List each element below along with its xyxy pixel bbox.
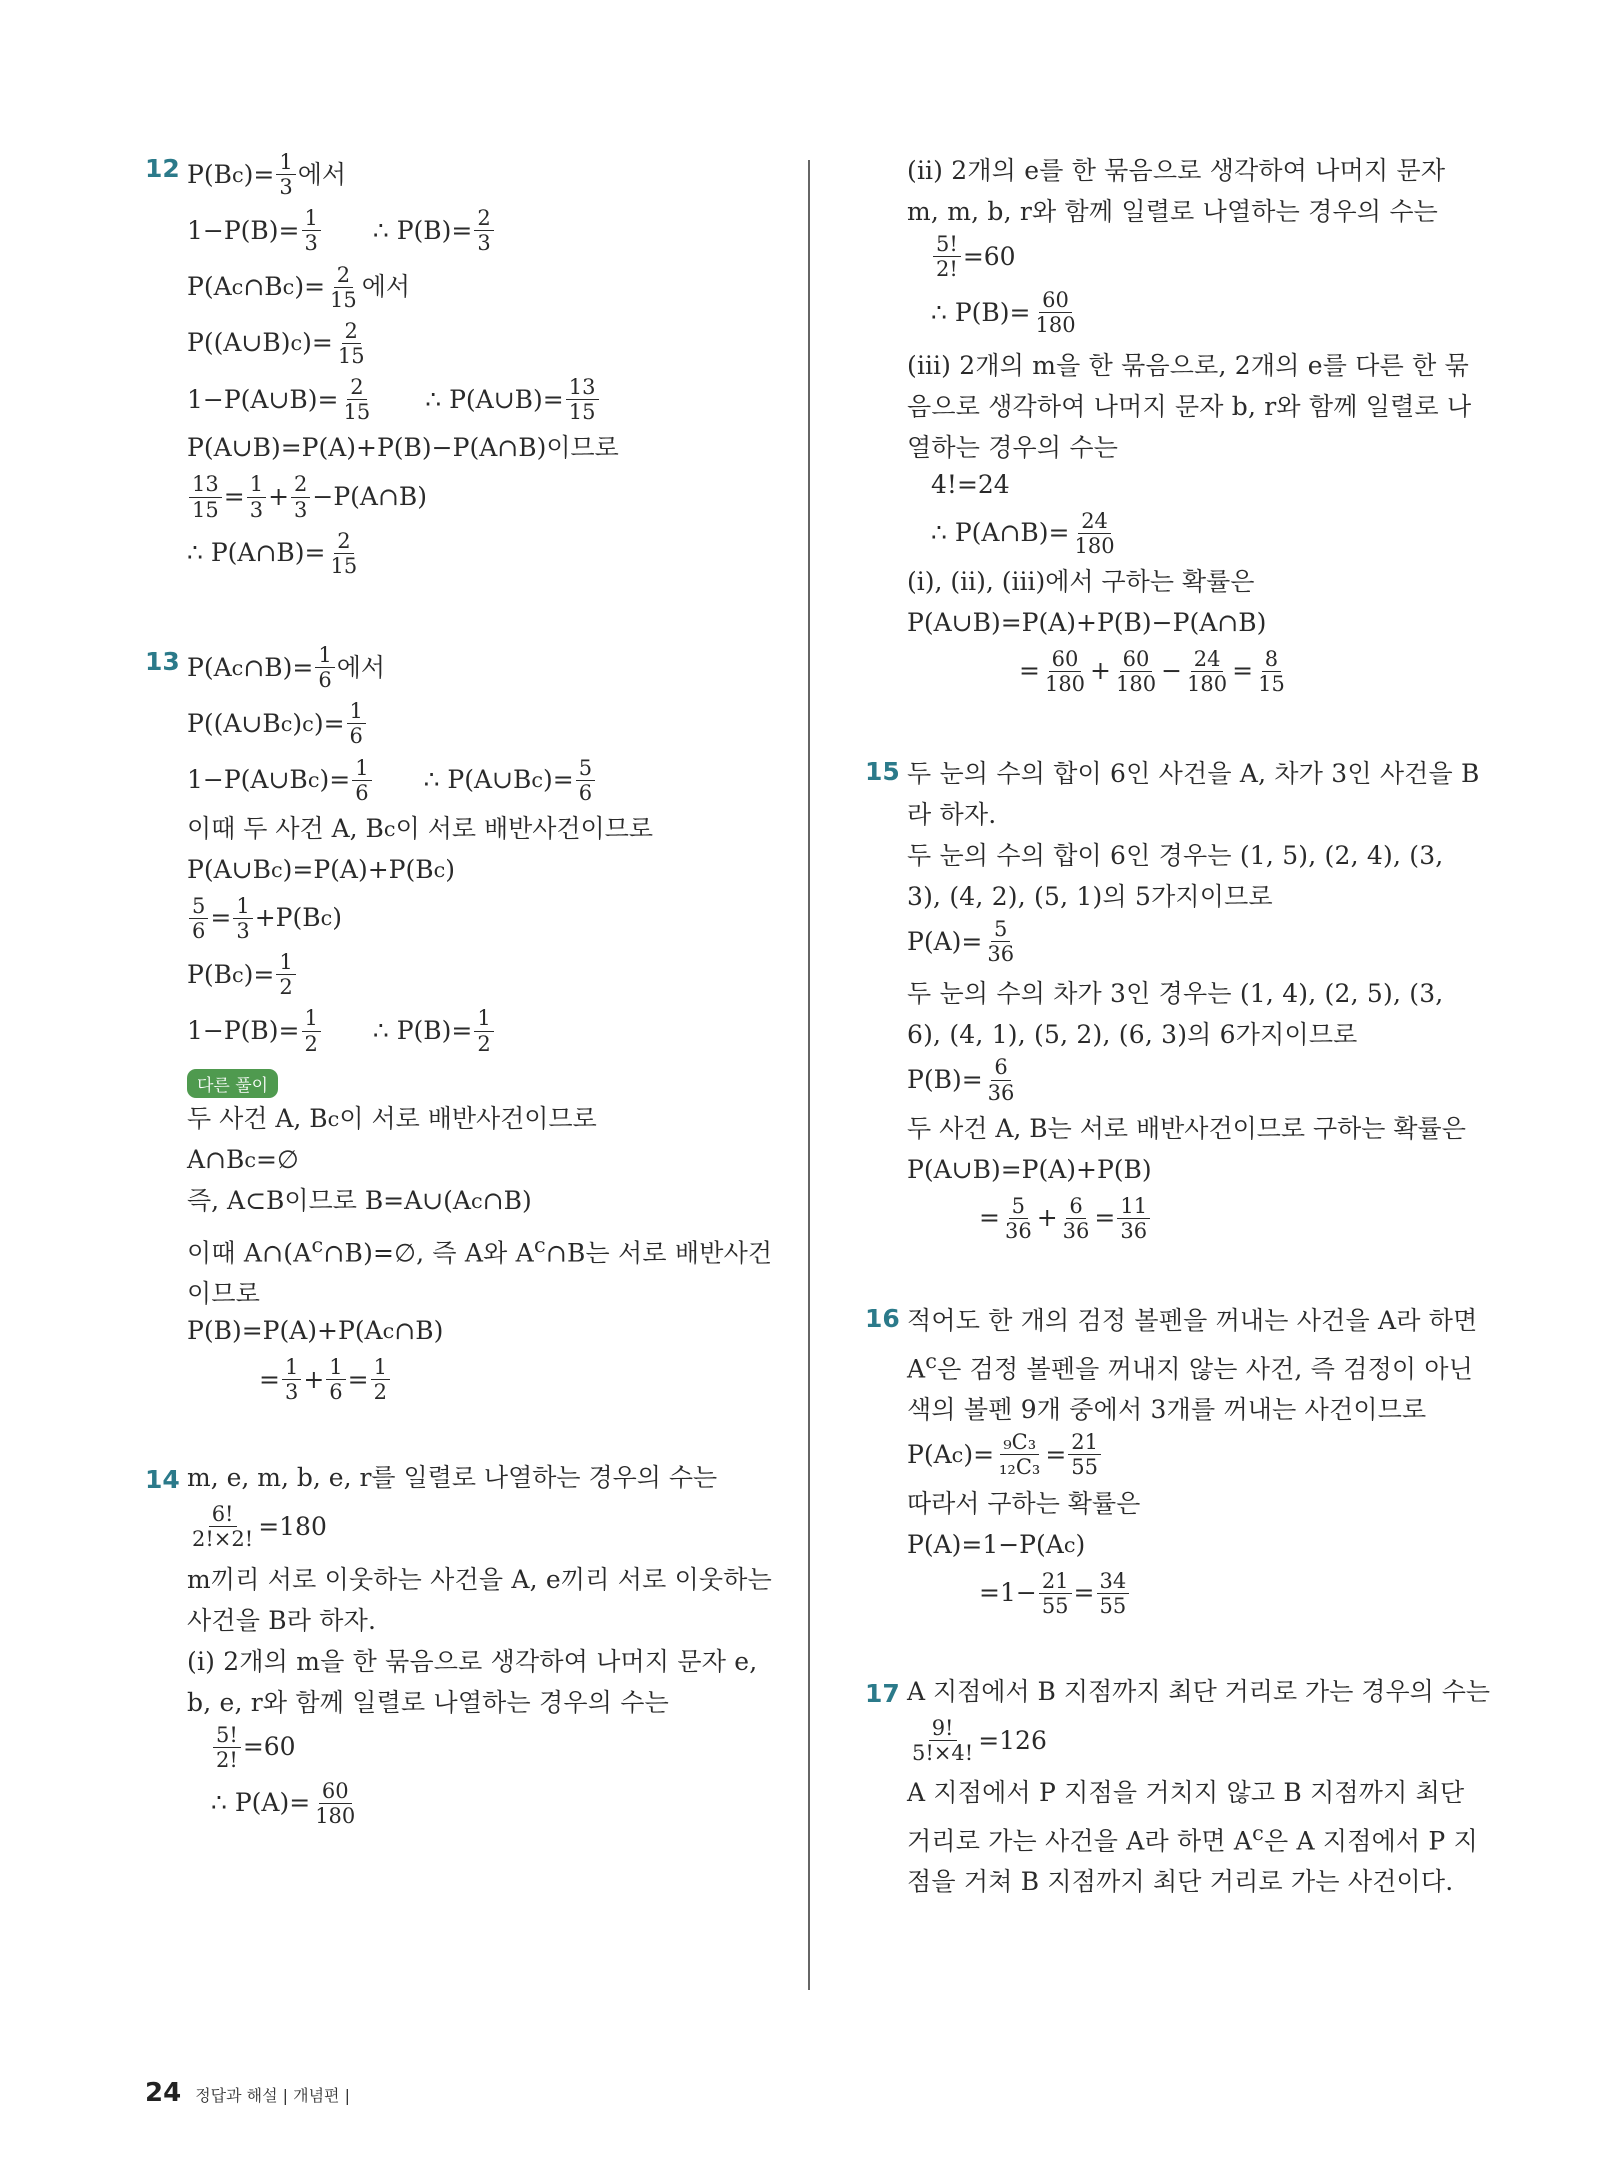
fraction: $\frac{1}{3}$ [233,894,252,943]
fraction: $\frac{2}{3}$ [474,206,493,255]
math-line: $\frac{6!}{2!\times 2!}$ =180 [187,1502,775,1551]
text-paragraph: A 지점에서 P 지점을 거치지 않고 B 지점까지 최단 거리로 가는 사건을 A라 하면 $A^c$은 A 지점에서 P 지점을 거쳐 B 지점까지 최단 거리로 가는 사건이다. [907,1778,1478,1897]
fraction: $\frac{1}{6}$ [352,756,371,805]
text-paragraph: 이때 $A\cap(A^c\cap B)=\emptyset$, 즉 A와 $A^c\cap B$는 서로 배반사건이므로 [187,1232,773,1308]
column-divider [808,160,810,1990]
math-line: P(A∪B)=P(A)+P(B) [907,1154,1152,1184]
math-line: 1−P(B)= $\frac{1}{2}$ ∴ P(B)= $\frac{1}{2}$ [187,1006,775,1055]
right-column [865,150,1491,1902]
fraction: $\frac{1}{6}$ [315,643,334,692]
math-line: $\frac{5!}{2!}$ =60 [907,232,1485,281]
math-line: $\frac{9!}{5!\times 4!}$ =126 [907,1716,1485,1765]
fraction: $\frac{21}{55}$ [1039,1569,1072,1618]
math-line: P(A∪B)=P(A)+P(B)−P(A∩B)이므로 [187,433,619,463]
math-line: P((A∪B) c )= $\frac{2}{15}$ [187,319,775,368]
page-footer [145,2078,350,2108]
case-2-text: (ⅱ) 2개의 e를 한 묶음으로 생각하여 나머지 문자 m, m, b, r와 함께 일렬로 나열하는 경우의 수는 [907,156,1446,226]
problem-number: 13 [145,646,180,676]
math-line: 두 사건 A, B는 서로 배반사건이므로 구하는 확률은 [907,1113,1466,1143]
math-line: 두 사건 A, B c 이 서로 배반사건이므로 [187,1103,597,1133]
fraction: $\frac{9!}{5!\times 4!}$ [912,1715,974,1765]
fraction: $\frac{24}{180}$ [1187,646,1228,696]
fraction: $\frac{60}{180}$ [1035,288,1076,338]
fraction: $\frac{\text{₉C₃}}{\text{₁₂C₃}}$ [999,1430,1041,1480]
problem-14 [145,1461,775,1828]
fraction: $\frac{5!}{2!}$ [933,232,961,281]
fraction: $\frac{21}{55}$ [1068,1430,1101,1479]
alt-solution-badge-row [187,1063,775,1102]
text-paragraph: 적어도 한 개의 검정 볼펜을 꺼내는 사건을 A라 하면 $A^c$은 검정 볼펜을 꺼내지 않는 사건, 즉 검정이 아닌 색의 볼펜 9개 중에서 3개를 꺼내는 사건이므로 [907,1305,1478,1425]
math-line: P(A c ∩B)= $\frac{1}{6}$ 에서 [187,642,386,693]
math-line: P((A∪B c ) c )= $\frac{1}{6}$ [187,699,775,748]
math-line: 즉, A⊂B이므로 B=A∪(A c ∩B) [187,1185,532,1215]
math-line: ∴ P(B)= $\frac{60}{180}$ [907,288,1485,337]
problem-number: 17 [865,1678,900,1708]
fraction: $\frac{2}{15}$ [343,375,371,425]
math-line: ∴ P(A∩B)= $\frac{24}{180}$ [907,509,1485,558]
fraction: $\frac{5!}{2!}$ [213,1723,241,1772]
problem-number: 16 [865,1303,900,1333]
case-1-text: (ⅰ) 2개의 m을 한 묶음으로 생각하여 나머지 문자 e, b, e, r와 함께 일렬로 나열하는 경우의 수는 [187,1646,758,1717]
fraction: $\frac{60}{180}$ [1116,646,1157,696]
footer-label: 정답과 해설 | 개념편 | [195,2086,350,2105]
math-line: = $\frac{1}{3}$ + $\frac{1}{6}$ = $\frac{1}{2}$ [187,1355,775,1404]
fraction: $\frac{1}{6}$ [326,1355,345,1404]
math-line: 1−P(A∪B)= $\frac{2}{15}$ ∴ P(A∪B)= $\frac{13}{15}$ [187,375,775,424]
text-paragraph: 두 눈의 수의 차가 3인 경우는 (1, 4), (2, 5), (3, 6), (4, 1), (5, 2), (6, 3)의 6가지이므로 [907,979,1444,1050]
math-line: P(B)= $\frac{6}{36}$ [907,1055,1485,1104]
fraction: $\frac{1}{3}$ [302,206,321,255]
page-number: 24 [145,2078,182,2108]
math-line: P(B)=P(A)+P(A c ∩B) [187,1315,444,1345]
math-line: ∴ P(A)= $\frac{60}{180}$ [187,1779,775,1828]
math-line: = $\frac{60}{180}$ + $\frac{60}{180}$ − $\frac{24}{180}$ = $\frac{8}{15}$ [907,647,1485,696]
text-paragraph: m끼리 서로 이웃하는 사건을 A, e끼리 서로 이웃하는 사건을 B라 하자. [187,1564,772,1635]
text-paragraph: 두 눈의 수의 합이 6인 사건을 A, 차가 3인 사건을 B라 하자. [907,759,1480,830]
fraction: $\frac{34}{55}$ [1097,1569,1130,1618]
problem-17 [865,1675,1491,1903]
math-line: $\frac{13}{15}$ = $\frac{1}{3}$ + $\frac{2}{3}$ −P(A∩B) [187,472,775,521]
math-line: =1− $\frac{21}{55}$ = $\frac{34}{55}$ [907,1569,1485,1618]
fraction: $\frac{5}{36}$ [1004,1193,1032,1243]
problem-12 [145,150,775,578]
math-line: 이때 두 사건 A, B c 이 서로 배반사건이므로 [187,813,653,843]
fraction: $\frac{6}{36}$ [987,1055,1015,1105]
fraction: $\frac{1}{2}$ [276,950,295,999]
math-line: $\frac{5!}{2!}$ =60 [187,1723,775,1772]
fraction: $\frac{5}{6}$ [189,894,208,943]
problem-14-continued [865,150,1485,696]
math-line: ∴ P(A∩B)= $\frac{2}{15}$ [187,529,775,578]
math-line: 4!=24 [931,469,1010,499]
fraction: $\frac{1}{3}$ [247,472,266,521]
math-line: (ⅰ), (ⅱ), (ⅲ)에서 구하는 확률은 [907,566,1255,596]
fraction: $\frac{2}{15}$ [330,262,357,312]
fraction: $\frac{1}{3}$ [282,1355,301,1404]
fraction: $\frac{6}{36}$ [1062,1193,1090,1243]
fraction: $\frac{2}{15}$ [330,528,358,578]
fraction: $\frac{5}{36}$ [987,917,1015,967]
text-paragraph: 두 눈의 수의 합이 6인 경우는 (1, 5), (2, 4), (3, 3), (4, 2), (5, 1)의 5가지이므로 [907,841,1444,912]
math-line: m, e, m, b, e, r를 일렬로 나열하는 경우의 수는 [187,1463,718,1493]
fraction: $\frac{1}{2}$ [302,1006,321,1055]
math-line: A 지점에서 B 지점까지 최단 거리로 가는 경우의 수는 [907,1676,1491,1706]
math-line: A∩B c =∅ [187,1144,299,1174]
fraction: $\frac{8}{15}$ [1258,646,1285,696]
fraction: $\frac{1}{2}$ [371,1355,390,1404]
fraction: $\frac{5}{6}$ [576,756,595,805]
math-line: P(B c )= $\frac{1}{3}$ 에서 [187,150,347,200]
fraction: $\frac{60}{180}$ [1044,646,1086,696]
problem-number: 12 [145,154,180,183]
problem-15 [865,753,1485,1243]
math-line: P(A c )= $\frac{\text{₉C₃}}{\text{₁₂C₃}}$ = $\frac{21}{55}$ [907,1430,1485,1479]
problem-number: 14 [145,1465,180,1495]
case-3-text: (ⅲ) 2개의 m을 한 묶음으로, 2개의 e를 다른 한 묶음으로 생각하여 나머지 문자 b, r와 함께 일렬로 나열하는 경우의 수는 [907,350,1472,462]
fraction: $\frac{24}{180}$ [1074,508,1115,558]
fraction: $\frac{11}{36}$ [1117,1194,1150,1243]
fraction: $\frac{13}{15}$ [189,472,222,521]
fraction: $\frac{2}{15}$ [337,318,365,368]
math-line: 1−P(B)= $\frac{1}{3}$ ∴ P(B)= $\frac{2}{3}$ [187,206,775,255]
problem-13 [145,643,775,1404]
fraction: $\frac{1}{2}$ [474,1006,493,1055]
math-line: P(A)=1−P(A c ) [907,1529,1086,1559]
math-line: P(A∪B c )=P(A)+P(B c ) [187,854,456,884]
fraction: $\frac{6!}{2!\times 2!}$ [192,1502,254,1552]
math-line: P(B c )= $\frac{1}{2}$ [187,950,775,999]
math-line: P(A c ∩B c )= $\frac{2}{15}$ 에서 [187,262,411,312]
fraction: $\frac{2}{3}$ [291,472,310,521]
problem-16 [865,1300,1485,1618]
math-line: P(A)= $\frac{5}{36}$ [907,917,1485,966]
fraction: $\frac{13}{15}$ [566,375,599,424]
fraction: $\frac{1}{6}$ [347,699,366,748]
alt-solution-badge: 다른 풀이 [187,1069,278,1098]
fraction: $\frac{60}{180}$ [315,1778,356,1828]
math-line: $\frac{5}{6}$ = $\frac{1}{3}$ +P(B c ) [187,894,775,943]
fraction: $\frac{1}{3}$ [276,150,295,199]
problem-number: 15 [865,757,900,787]
math-line: 따라서 구하는 확률은 [907,1488,1141,1518]
math-line: = $\frac{5}{36}$ + $\frac{6}{36}$ = $\frac{11}{36}$ [907,1194,1485,1243]
math-line: P(A∪B)=P(A)+P(B)−P(A∩B) [907,607,1267,637]
left-column [145,150,775,1835]
math-line: 1−P(A∪B c )= $\frac{1}{6}$ ∴ P(A∪B c )= $\frac{5}{6}$ [187,756,775,805]
